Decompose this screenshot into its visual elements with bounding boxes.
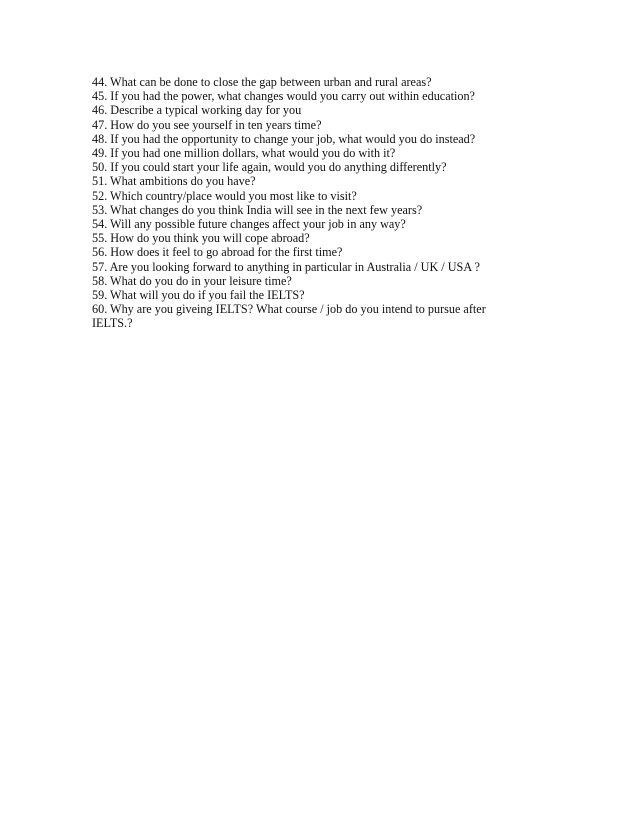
- question-item: 50. If you could start your life again, would you do anything differently?: [92, 160, 447, 175]
- question-item: 54. Will any possible future changes affect your job in any way?: [92, 217, 406, 232]
- question-item: 53. What changes do you think India will see in the next few years?: [92, 202, 423, 217]
- question-item: 59. What will you do if you fail the IELTS?: [92, 288, 305, 303]
- question-list: [92, 75, 522, 331]
- question-item: 52. Which country/place would you most like to visit?: [92, 188, 357, 203]
- question-item: 47. How do you see yourself in ten years time?: [92, 117, 322, 132]
- question-item: 55. How do you think you will cope abroad?: [92, 231, 310, 246]
- question-item: 58. What do you do in your leisure time?: [92, 273, 292, 288]
- question-item: 57. Are you looking forward to anything in particular in Australia / UK / USA ?: [92, 259, 480, 274]
- question-item: 48. If you had the opportunity to change your job, what would you do instead?: [92, 131, 476, 146]
- question-item: 44. What can be done to close the gap between urban and rural areas?: [92, 75, 432, 89]
- question-item: 46. Describe a typical working day for you: [92, 103, 302, 118]
- question-item: 45. If you had the power, what changes would you carry out within education?: [92, 89, 475, 104]
- question-item: 56. How does it feel to go abroad for the first time?: [92, 245, 343, 260]
- question-item: 60. Why are you giveing IELTS? What course / job do you intend to pursue after IELTS.?: [92, 302, 486, 331]
- question-item: 51. What ambitions do you have?: [92, 174, 256, 189]
- question-item: 49. If you had one million dollars, what would you do with it?: [92, 146, 396, 161]
